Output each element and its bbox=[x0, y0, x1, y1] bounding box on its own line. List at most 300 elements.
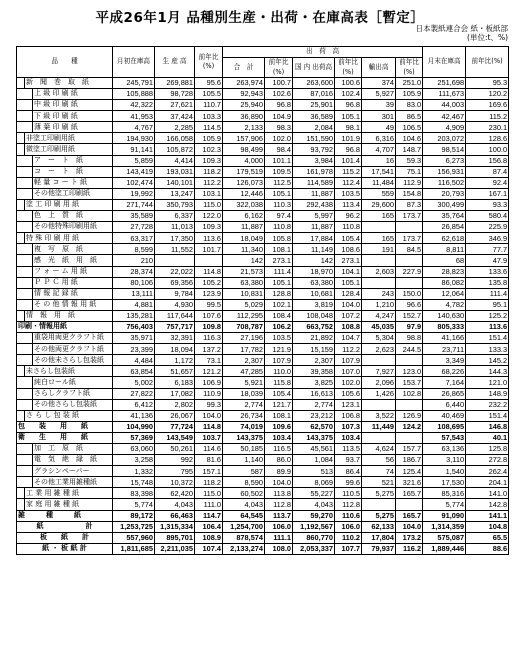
table-cell bbox=[362, 499, 396, 510]
table-cell: 97.4 bbox=[265, 211, 293, 222]
table-cell: 112.9 bbox=[396, 177, 423, 188]
table-cell: 105.1 bbox=[265, 188, 293, 199]
header-production-yoy: 前年比(%) bbox=[195, 47, 223, 78]
table-cell: 63,854 bbox=[113, 366, 155, 377]
table-cell: 110.0 bbox=[265, 366, 293, 377]
table-cell: 1,172 bbox=[155, 355, 195, 366]
indent-cell bbox=[17, 377, 25, 388]
table-cell: 148.9 bbox=[466, 388, 509, 399]
table-row bbox=[17, 399, 509, 410]
table-cell: 10,681 bbox=[293, 288, 335, 299]
indent-cell bbox=[17, 466, 25, 477]
table-cell: 21,573 bbox=[223, 266, 265, 277]
table-cell: 63,380 bbox=[293, 277, 335, 288]
table-cell: 91,090 bbox=[423, 510, 466, 521]
table-cell: 17,541 bbox=[362, 166, 396, 177]
indent-cell bbox=[25, 299, 33, 310]
table-cell: 575,087 bbox=[423, 532, 466, 543]
table-cell: 110.8 bbox=[335, 222, 362, 233]
table-cell: 115.8 bbox=[265, 377, 293, 388]
indent-cell bbox=[17, 89, 25, 100]
table-row bbox=[17, 432, 509, 443]
table-cell: 42,467 bbox=[423, 111, 466, 122]
table-cell: 65.5 bbox=[466, 532, 509, 543]
row-label: 軽 量 コ ー ト 紙 bbox=[33, 177, 113, 188]
table-cell: 137.2 bbox=[195, 344, 223, 355]
table-cell: 128.8 bbox=[265, 288, 293, 299]
table-cell: 142 bbox=[293, 255, 335, 266]
indent-cell bbox=[17, 211, 25, 222]
table-cell: 105.9 bbox=[195, 133, 223, 144]
table-cell: 103.3 bbox=[195, 111, 223, 122]
indent-cell bbox=[25, 111, 33, 122]
table-cell: 101.1 bbox=[265, 155, 293, 166]
table-cell: 587 bbox=[223, 466, 265, 477]
table-cell: 106.9 bbox=[195, 377, 223, 388]
table-cell: 8,069 bbox=[293, 477, 335, 488]
table-cell: 4,247 bbox=[362, 310, 396, 321]
indent-cell bbox=[25, 155, 33, 166]
table-row bbox=[17, 344, 509, 355]
table-cell: 3,110 bbox=[423, 455, 466, 466]
table-cell: 105.8 bbox=[265, 233, 293, 244]
table-cell: 37,424 bbox=[155, 111, 195, 122]
indent-cell bbox=[25, 344, 33, 355]
table-row bbox=[17, 100, 509, 111]
table-cell: 105.4 bbox=[335, 233, 362, 244]
indent-cell bbox=[17, 199, 25, 210]
table-cell: 102.4 bbox=[335, 89, 362, 100]
table-row bbox=[17, 133, 509, 144]
row-label: グラシンペーパー bbox=[33, 466, 113, 477]
table-cell: 102.8 bbox=[396, 388, 423, 399]
indent-cell bbox=[25, 244, 33, 255]
table-cell: 62,420 bbox=[155, 488, 195, 499]
table-cell: 322,038 bbox=[223, 199, 265, 210]
table-cell: 251,698 bbox=[423, 77, 466, 88]
table-cell: 193,031 bbox=[155, 166, 195, 177]
table-cell bbox=[155, 255, 195, 266]
table-cell bbox=[396, 355, 423, 366]
table-row bbox=[17, 499, 509, 510]
table-cell: 140,101 bbox=[155, 177, 195, 188]
table-cell: 27,621 bbox=[155, 100, 195, 111]
table-row bbox=[17, 266, 509, 277]
table-body bbox=[17, 77, 509, 554]
table-cell: 98,728 bbox=[155, 89, 195, 100]
row-label: 下 級 印 刷 紙 bbox=[33, 111, 113, 122]
table-cell: 36,890 bbox=[223, 111, 265, 122]
table-cell: 80,106 bbox=[113, 277, 155, 288]
row-label: 微塗工印刷用紙 bbox=[25, 144, 113, 155]
indent-cell bbox=[17, 455, 25, 466]
table-cell: 123.1 bbox=[335, 399, 362, 410]
indent-cell bbox=[17, 111, 25, 122]
table-cell: 106.4 bbox=[195, 521, 223, 532]
row-label: 薄 葉 印 刷 紙 bbox=[33, 122, 113, 133]
table-cell bbox=[362, 277, 396, 288]
table-cell: 17,350 bbox=[155, 233, 195, 244]
table-cell: 5,774 bbox=[113, 499, 155, 510]
table-cell: 173.7 bbox=[396, 233, 423, 244]
table-cell: 107.4 bbox=[195, 543, 223, 554]
table-cell: 26,854 bbox=[423, 222, 466, 233]
table-cell: 35,589 bbox=[113, 211, 155, 222]
indent-cell bbox=[25, 377, 33, 388]
table-cell: 169.6 bbox=[466, 100, 509, 111]
table-cell: 45,035 bbox=[362, 321, 396, 332]
table-cell: 272.8 bbox=[466, 455, 509, 466]
table-cell: 663,752 bbox=[293, 321, 335, 332]
table-cell: 105,872 bbox=[155, 144, 195, 155]
table-row bbox=[17, 288, 509, 299]
indent-cell bbox=[17, 155, 25, 166]
unit-note: (単位:t、%) bbox=[467, 33, 508, 42]
table-row bbox=[17, 177, 509, 188]
table-cell: 26,734 bbox=[223, 410, 265, 421]
table-cell: 8,599 bbox=[113, 244, 155, 255]
table-cell: 4,043 bbox=[155, 499, 195, 510]
table-cell: 140,630 bbox=[423, 310, 466, 321]
table-cell: 120.2 bbox=[466, 89, 509, 100]
table-cell: 895,701 bbox=[155, 532, 195, 543]
table-cell: 111.0 bbox=[195, 499, 223, 510]
table-cell bbox=[362, 399, 396, 410]
row-label: 未さらし包装紙 bbox=[25, 366, 113, 377]
table-cell: 173.2 bbox=[396, 532, 423, 543]
table-cell: 167.1 bbox=[466, 188, 509, 199]
indent-cell bbox=[25, 333, 33, 344]
table-cell: 99.5 bbox=[195, 299, 223, 310]
table-cell: 107.9 bbox=[335, 355, 362, 366]
indent-cell bbox=[17, 333, 25, 344]
table-cell: 11,149 bbox=[293, 244, 335, 255]
table-cell: 62,618 bbox=[423, 233, 466, 244]
table-cell: 4,881 bbox=[113, 299, 155, 310]
table-cell: 102,474 bbox=[113, 177, 155, 188]
table-cell: 115.0 bbox=[195, 199, 223, 210]
table-cell: 62,570 bbox=[293, 421, 335, 432]
table-cell: 107.9 bbox=[265, 355, 293, 366]
table-cell bbox=[396, 277, 423, 288]
table-cell: 98.3 bbox=[265, 122, 293, 133]
header-closing: 月末在庫高 bbox=[423, 47, 466, 78]
table-cell bbox=[396, 222, 423, 233]
indent-cell bbox=[25, 177, 33, 188]
table-cell: 105.9 bbox=[396, 89, 423, 100]
table-cell: 63,136 bbox=[423, 444, 466, 455]
indent-cell bbox=[17, 100, 25, 111]
table-cell: 88.6 bbox=[466, 543, 509, 554]
table-cell: 105.5 bbox=[195, 89, 223, 100]
table-cell: 161,978 bbox=[293, 166, 335, 177]
table-cell: 100.7 bbox=[265, 77, 293, 88]
table-cell: 106.0 bbox=[335, 521, 362, 532]
indent-cell bbox=[17, 166, 25, 177]
table-cell: 262.4 bbox=[466, 466, 509, 477]
table-cell: 1,540 bbox=[423, 466, 466, 477]
table-cell: 98.1 bbox=[335, 122, 362, 133]
table-cell: 141.1 bbox=[466, 510, 509, 521]
table-cell: 10,831 bbox=[223, 288, 265, 299]
table-cell: 1,254,700 bbox=[223, 521, 265, 532]
table-row bbox=[17, 89, 509, 100]
table-cell bbox=[195, 255, 223, 266]
table-cell: 301 bbox=[362, 111, 396, 122]
table-cell: 108.6 bbox=[335, 244, 362, 255]
table-cell: 17,082 bbox=[155, 388, 195, 399]
table-cell: 114.6 bbox=[195, 444, 223, 455]
table-cell: 3,984 bbox=[293, 155, 335, 166]
indent-cell bbox=[25, 355, 33, 366]
table-cell: 22,022 bbox=[155, 266, 195, 277]
table-row bbox=[17, 466, 509, 477]
table-cell: 152.7 bbox=[396, 310, 423, 321]
table-cell: 112.4 bbox=[335, 177, 362, 188]
table-cell: 99.3 bbox=[195, 399, 223, 410]
table-cell: 148.7 bbox=[396, 144, 423, 155]
table-cell: 108,695 bbox=[423, 421, 466, 432]
header-total-yoy: 前年比(%) bbox=[265, 58, 293, 78]
table-cell: 100.6 bbox=[335, 77, 362, 88]
table-cell: 165 bbox=[362, 233, 396, 244]
table-cell: 112.2 bbox=[335, 344, 362, 355]
table-cell: 41,166 bbox=[423, 333, 466, 344]
indent-cell bbox=[17, 277, 25, 288]
table-cell: 12,064 bbox=[423, 288, 466, 299]
table-cell: 142.8 bbox=[466, 499, 509, 510]
table-cell: 68,226 bbox=[423, 366, 466, 377]
indent-cell bbox=[17, 488, 25, 499]
table-cell: 8,590 bbox=[223, 477, 265, 488]
table-cell: 17,530 bbox=[423, 477, 466, 488]
table-cell: 56 bbox=[362, 455, 396, 466]
table-cell: 186.7 bbox=[396, 455, 423, 466]
table-cell: 6,337 bbox=[155, 211, 195, 222]
row-label: 板 紙 計 bbox=[17, 532, 113, 543]
row-label: 上 級 印 刷 紙 bbox=[33, 89, 113, 100]
table-cell: 101.9 bbox=[335, 133, 362, 144]
table-cell: 114.7 bbox=[195, 510, 223, 521]
table-cell: 40,469 bbox=[423, 410, 466, 421]
table-cell: 108.1 bbox=[265, 410, 293, 421]
table-row bbox=[17, 199, 509, 210]
table-cell: 143,375 bbox=[223, 432, 265, 443]
table-cell: 11,887 bbox=[293, 222, 335, 233]
header-shipments: 出 荷 高 bbox=[223, 47, 423, 58]
table-row bbox=[17, 310, 509, 321]
indent-cell bbox=[17, 444, 25, 455]
table-cell: 8,811 bbox=[423, 244, 466, 255]
table-cell: 113.4 bbox=[335, 199, 362, 210]
table-cell: 39,358 bbox=[293, 366, 335, 377]
table-row bbox=[17, 521, 509, 532]
table-cell: 59.3 bbox=[396, 155, 423, 166]
table-cell: 2,603 bbox=[362, 266, 396, 277]
table-cell: 81.6 bbox=[195, 455, 223, 466]
table-cell: 57,543 bbox=[423, 432, 466, 443]
table-cell: 105.1 bbox=[265, 277, 293, 288]
table-cell: 107.2 bbox=[335, 310, 362, 321]
header-opening: 月初在庫高 bbox=[113, 47, 155, 78]
table-cell: 110.3 bbox=[265, 199, 293, 210]
table-cell: 55,227 bbox=[293, 488, 335, 499]
table-cell: 580.4 bbox=[466, 211, 509, 222]
table-cell: 16,613 bbox=[293, 388, 335, 399]
table-cell: 128.4 bbox=[335, 288, 362, 299]
table-cell: 133.3 bbox=[466, 344, 509, 355]
table-cell: 104.0 bbox=[335, 299, 362, 310]
table-cell: 5,859 bbox=[113, 155, 155, 166]
table-cell: 39 bbox=[362, 100, 396, 111]
table-cell: 98.8 bbox=[396, 333, 423, 344]
table-cell: 273.1 bbox=[265, 255, 293, 266]
table-row bbox=[17, 377, 509, 388]
table-row bbox=[17, 255, 509, 266]
table-cell: 106.8 bbox=[335, 410, 362, 421]
table-cell: 2,623 bbox=[362, 344, 396, 355]
table-row bbox=[17, 455, 509, 466]
row-label: 家 庭 用 雑 種 紙 bbox=[25, 499, 113, 510]
table-cell: 144.3 bbox=[466, 366, 509, 377]
row-label: 加 工 原 紙 bbox=[33, 444, 113, 455]
table-cell: 96.8 bbox=[335, 144, 362, 155]
table-row bbox=[17, 77, 509, 88]
table-cell: 292,438 bbox=[293, 199, 335, 210]
table-cell: 273.1 bbox=[335, 255, 362, 266]
table-cell: 11,887 bbox=[293, 188, 335, 199]
table-cell: 13,111 bbox=[113, 288, 155, 299]
table-row bbox=[17, 488, 509, 499]
table-cell: 17,884 bbox=[293, 233, 335, 244]
table-cell: 3,819 bbox=[293, 299, 335, 310]
indent-cell bbox=[25, 399, 33, 410]
table-cell: 1,315,334 bbox=[155, 521, 195, 532]
table-cell: 16 bbox=[362, 155, 396, 166]
table-row bbox=[17, 233, 509, 244]
indent-cell bbox=[17, 299, 25, 310]
table-cell: 103.4 bbox=[335, 432, 362, 443]
table-cell: 103.5 bbox=[265, 333, 293, 344]
row-label: 塗 工 印 刷 用 紙 bbox=[25, 199, 113, 210]
table-cell: 204.1 bbox=[466, 477, 509, 488]
table-row bbox=[17, 166, 509, 177]
table-cell: 87,016 bbox=[293, 89, 335, 100]
table-cell: 26,865 bbox=[423, 388, 466, 399]
row-label: その他工業用雑種紙 bbox=[33, 477, 113, 488]
table-cell: 1,811,685 bbox=[113, 543, 155, 554]
row-label: 紙 計 bbox=[17, 521, 113, 532]
table-cell: 4,043 bbox=[293, 499, 335, 510]
table-cell: 110.8 bbox=[265, 222, 293, 233]
table-cell: 143,549 bbox=[155, 432, 195, 443]
table-cell: 230.1 bbox=[466, 122, 509, 133]
table-cell: 92.4 bbox=[466, 177, 509, 188]
table-cell: 109.6 bbox=[265, 421, 293, 432]
table-row bbox=[17, 111, 509, 122]
row-label: 電 気 絶 縁 紙 bbox=[33, 455, 113, 466]
table-cell: 98,514 bbox=[423, 144, 466, 155]
table-cell: 878,574 bbox=[223, 532, 265, 543]
table-cell: 47.9 bbox=[466, 255, 509, 266]
table-cell: 87.3 bbox=[396, 199, 423, 210]
table-cell: 93.7 bbox=[335, 455, 362, 466]
indent-cell bbox=[17, 366, 25, 377]
table-cell: 107.7 bbox=[335, 543, 362, 554]
table-cell: 101.4 bbox=[335, 155, 362, 166]
table-cell: 156,931 bbox=[423, 166, 466, 177]
table-cell: 47,285 bbox=[223, 366, 265, 377]
table-cell: 109.3 bbox=[195, 155, 223, 166]
table-row bbox=[17, 333, 509, 344]
indent-cell bbox=[25, 277, 33, 288]
row-label: 色 上 質 紙 bbox=[33, 211, 113, 222]
table-cell: 11,013 bbox=[155, 222, 195, 233]
header-export-yoy: 前年比(%) bbox=[396, 58, 423, 78]
table-cell: 121.7 bbox=[265, 399, 293, 410]
indent-cell bbox=[17, 477, 25, 488]
row-label: 包 装 用 紙 bbox=[17, 421, 113, 432]
table-cell: 114.8 bbox=[195, 266, 223, 277]
table-row bbox=[17, 222, 509, 233]
table-cell: 210 bbox=[113, 255, 155, 266]
indent-cell bbox=[17, 399, 25, 410]
table-cell: 5,997 bbox=[293, 211, 335, 222]
table-cell: 108.1 bbox=[265, 244, 293, 255]
table-cell: 23,711 bbox=[423, 344, 466, 355]
row-label: 雑 種 紙 bbox=[17, 510, 113, 521]
table-cell: 11,340 bbox=[223, 244, 265, 255]
table-cell: 2,285 bbox=[155, 122, 195, 133]
table-cell: 112.5 bbox=[265, 177, 293, 188]
table-row bbox=[17, 444, 509, 455]
table-cell: 110.7 bbox=[195, 100, 223, 111]
table-cell: 101.7 bbox=[195, 244, 223, 255]
table-cell: 77.7 bbox=[466, 244, 509, 255]
table-cell: 45,561 bbox=[293, 444, 335, 455]
table-cell: 96.8 bbox=[265, 100, 293, 111]
row-label: 情 報 用 紙 bbox=[25, 310, 113, 321]
table-cell: 227.9 bbox=[396, 266, 423, 277]
table-cell: 104.7 bbox=[335, 333, 362, 344]
table-cell: 4,707 bbox=[362, 144, 396, 155]
table-cell: 86.4 bbox=[335, 466, 362, 477]
indent-cell bbox=[25, 444, 33, 455]
table-cell: 113.8 bbox=[265, 488, 293, 499]
table-cell: 17,782 bbox=[223, 344, 265, 355]
indent-cell bbox=[17, 288, 25, 299]
table-cell: 6,412 bbox=[113, 399, 155, 410]
table-cell: 251.0 bbox=[396, 77, 423, 88]
row-label: 非塗工印刷用紙 bbox=[25, 133, 113, 144]
table-cell: 11,552 bbox=[155, 244, 195, 255]
table-cell: 4,414 bbox=[155, 155, 195, 166]
table-cell: 321.6 bbox=[396, 477, 423, 488]
table-cell: 102.1 bbox=[265, 299, 293, 310]
table-cell: 225.9 bbox=[466, 222, 509, 233]
table-cell: 557,960 bbox=[113, 532, 155, 543]
table-cell: 5,304 bbox=[362, 333, 396, 344]
indent-cell bbox=[17, 77, 25, 88]
table-cell: 114.8 bbox=[195, 421, 223, 432]
table-cell: 114,589 bbox=[293, 177, 335, 188]
indent-cell bbox=[17, 266, 25, 277]
indent-cell bbox=[25, 188, 33, 199]
table-cell: 85,316 bbox=[423, 488, 466, 499]
table-cell: 173.7 bbox=[396, 211, 423, 222]
table-cell: 87.4 bbox=[466, 166, 509, 177]
indent-cell bbox=[25, 255, 33, 266]
